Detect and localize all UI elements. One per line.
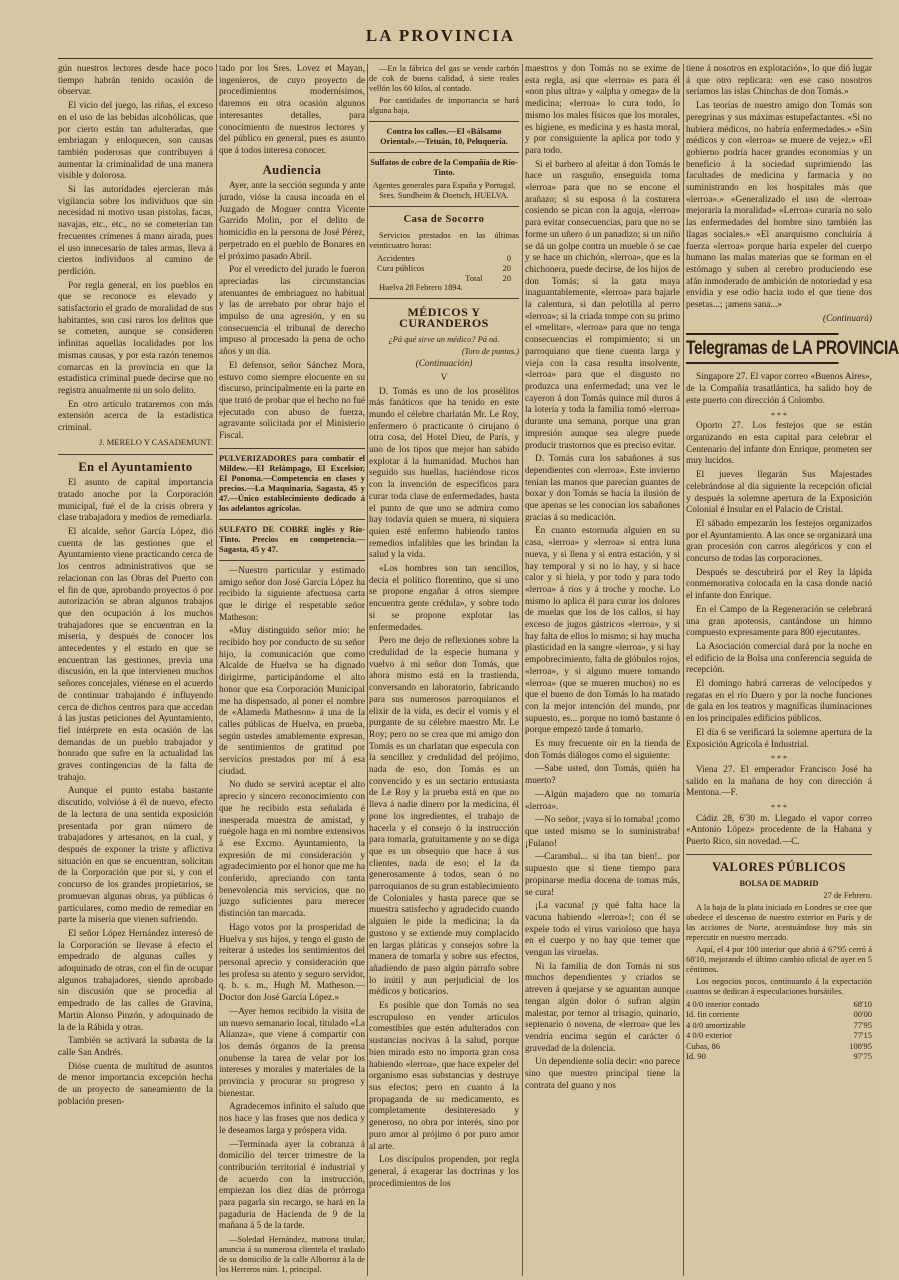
column-divider	[367, 64, 368, 1276]
paragraph: Pero me dejo de reflexiones sobre la credulidad de la especie humana y vuelvo á mi señor don Tomás, que ahora mismo está en la trastienda, conversando en laboratorio, fabricando para sus numerosos parroquianos el elixir de la vida, es decir el vomis y el purgante de su célebre maestro Mr. Le Roy; pero no se crea que mi amigo don Tomás es un charlatan que especula con la sencillez y credulidad del prójimo, nada de eso, don Tomás es un convencido y es un sectario entusiasta de Le Roy y la prueba está en que no lleva á nadie dinero por la medicina, él pone los ingredientes, el trabajo de hacerla y el consejo ó la instrucción para tomarla, gratuitamente y no se diga que es un obsequio que hace á sus clientes, nada de eso; el la da generosamente á todos, sean ó no parroquianos de su gran establecimiento de Coloniales y hasta parece que se muestra satisfecho y agradecido cuando alguien le pide la medicina; la da gustoso y se extiende muy complacido en largas pláticas y consejos sobre la manera de tomarla y sobre sus efectos, añadiendo de paso algún párrafo sobre lo inútil y aun perjudicial de los médicos y boticarios.	[369, 636, 519, 998]
telegram: El sábado empezarán los festejos organizados por el Ayuntamiento. A las once se organizará una gran procesión con carros alegóricos y con el concurso de todas las corporaciones.	[686, 518, 872, 565]
quote-row: Cubas, 86 108'95	[686, 1040, 872, 1051]
paragraph: El asunto de capital importancia tratado anoche por la Corporación municipal, fué el de la crisis obrera y clase trabajadora y medios de remediarla.	[58, 478, 213, 524]
paragraph: —Terminada ayer la cobranza á domicilio del tercer trimestre de la contribución territorial é industrial y de acuerdo con la instrucción, empiezan los diez días de prórroga para pagarla sin recargo, se hará en la pagaduría de Hacienda de 9 de la mañana á 5 de la tarde.	[219, 1139, 365, 1232]
paragraph: ¡La vacuna! ¡y qué falta hace la vacuna habiendo «lerroa»!; con él se expele todo el virus varioloso que haya en el cuerpo y no hay que temer que vengan las viruelas.	[525, 901, 680, 959]
article-heading: En el Ayuntamiento	[78, 459, 193, 474]
telegram: El domingo habrá carreras de velocípedos y regatas en el río Duero y por la noche funciones de gala en los teatros y magníficas iluminaciones en los principales edificios públicos.	[686, 679, 872, 725]
paragraph: «Muy distinguido señor mío: he recibido hoy por conducto de su señor hijo, la comunicación que como Alcalde de Huelva se ha dignado dirigirme, participándome el alto honor que esa Corporación Municipal me ha dispensado, al poner el nombre de «Alameda Matheson» á una de la calles públicas de Huelva, en prueba, según ustedes amablemente expresan, de sentimientos de gratitud por servicios prestados por mí á esa ciudad.	[219, 626, 365, 777]
column-3	[369, 64, 519, 1276]
divider	[369, 206, 519, 207]
quote-row: 4 0/0 interior contado 68'10	[686, 998, 872, 1009]
separator: * * *	[771, 803, 787, 813]
advertisement: Agentes generales para España y Portugal, Sres. Sundheim & Doetsch, HUELVA.	[372, 181, 516, 200]
paragraph: maestros y don Tomás no se exime de esta regla, así que «lerroa» es para él «non plus ultra» y «alpha y omega» de la medicina; «lerroa» lo cura todo, lo mismo los males físicos que los morales, es higiene, es medicina y es hasta moral, y por consiguiente la aplica por todo y para todo.	[525, 64, 680, 156]
divider	[58, 454, 213, 455]
paragraph: Aquí, el 4 por 100 interior que abrió á 67'95 cerró á 68'10, mejorando el último cambio oficial de ayer en 5 céntimos.	[686, 944, 872, 974]
telegram: Después se descubrirá por el Rey la lápida conmemorativa colocada en la casa donde nació el infante don Enrique.	[686, 567, 872, 602]
telegram: Viena 27. El emperador Francisco José ha salido en la mañana de hoy con dirección á Mentona.—F.	[686, 764, 872, 799]
paragraph: D. Tomás es uno de los prosélitos más fanáticos que ha tenido en este mundo el célebre charlatán Mr. Le Roy, enfermero ó practicante ó cirujano ó otra cosa, del Hotel Dieu, de París, y uno de los tipos que mejor han sabido explotar á la humanidad. Muchos han seguido sus huellas, haciéndose ricos con la invención de específicos para curar toda clase de enfermedades, hasta el punto de que uno se admira como hay todavía quien se muera, ni siquiera quien esté enfermo habiendo tantos remedios infalibles que les brindan la salud y la vida.	[369, 386, 519, 561]
telegram: El día 6 se verificará la solemne apertura de la Exposición Agrícola é Industrial.	[686, 727, 872, 750]
masthead: LA PROVINCIA	[365, 26, 516, 45]
divider	[219, 448, 365, 449]
paragraph: Servicios prestados en las últimas veinticuatro horas:	[369, 230, 519, 250]
notice: Por cantidades de importancia se hará alguna baja.	[369, 96, 519, 115]
chapter-number: V	[440, 372, 448, 383]
paragraph: Si el barbero al afeitar á don Tomás le hace un rasguño, enseguida toma «lerroa» para que no se encone el arañazo; si su esposa ó la costurera cosiendo se pican con la aguja, «lerroa» para evitar consecuencias, para que no se forme un uñero ó un panadizo; si un niño se dá un golpe contra un mueble ó se cae y se hace un chichón, «lerroa», que es la chichonera, puede decirse, de los hijos de don Tomás; si la gata maya inaguantablemente, «lerroa» para bajarle la calentura, si dan pelotilla al perro «lerroa»; si la criada tompe con su primo el «melitar», «lerroa» para que no tenga consecuencias el rompimiento; si un parroquiano que tiene cuenta larga y vieja con la casa resulta insolvente, «lerroa» para que el disgusto no produzca una enfermedad; una vez le cayeron á don Tomás quince mil duros á la lotería y toda la familia tomó «lerroa» durante una semana, porque una gran impresión aunque sea alegre puede producir trastornos que es preciso evitar.	[525, 159, 680, 451]
paragraph: El defensor, señor Sánchez Mora, estuvo como siempre elocuente en su discurso, principalmente en la parte en que trató de probar que el hecho no fué ejecutado con abuso de fuerza, agravante solicitada por el Ministerio Fiscal.	[219, 360, 365, 442]
column-4	[525, 64, 680, 1276]
advertisement: Contra los callos.—El «Bálsamo Oriental».—Tetuán, 10, Peluquería.	[380, 127, 508, 146]
paragraph: tiene á nosotros en explotación», lo que dió lugar á que otro replicara: «en ese caso nosotros seríamos las islas Chinchas de don Tomás.»	[686, 64, 872, 98]
telegram: Oporto 27. Los festejos que se están organizando en esta capital para celebrar el Centenario del infante don Enrique, prometen ser muy lucidos.	[686, 421, 872, 467]
quote-row: 4 0/0 exterior 77'15	[686, 1030, 872, 1041]
telegram: La Asociación comercial dará por la noche en el edificio de la Bolsa una conferencia seguida de recepción.	[686, 641, 872, 676]
epigraph-source: (Toro de puntas.)	[461, 347, 519, 357]
paragraph: También se activará la subasta de la calle San Andrés.	[58, 1036, 213, 1058]
paragraph: En otro artículo trataremos con más extensión acerca de la estadística criminal.	[58, 399, 213, 434]
paragraph: Ayer, ante la sección segunda y ante jurado, vióse la causa incoada en el Juzgado de Moguer contra Vicente Garrido Molin, por el delito de homicidio en la persona de José Pérez, perpetrado en el pueblo de Bonares en el próximo pasado Abril.	[219, 181, 365, 262]
separator: * * *	[771, 754, 787, 764]
paragraph: En cuanto estornuda alguien en su casa, «lerroa» y «lerroa» si entra luna nueva, y si llena y si entra estación, y si hay temporal y si no lo hay, y si hace calor y si hiela, y por todo y para todo «lerroa» á ríos y á troche y moche. Lo mismo lo aplica él para curar los dolores de muelas que los de los callos, si hay exceso de jugos gástricos «lerroa», y si hay falta de ellos lo mismo; si hay mucha plasticidad en la sangre «lerroa», y si hay empobrecimiento, falta de glóbulos rojos, «lerroa», y si alguno muere tomando «lerroa» (que se mueren muchos) no es que el bueno de don Tomás lo ha matado con la mejor intención del mundo, por supuesto, es... porque no tomó bastante ó porque empezó tarde á tomarlo.	[525, 526, 680, 736]
subheading: BOLSA DE MADRID	[739, 878, 819, 888]
notice: —En la fábrica del gas se vende carbón de cok de buena calidad, á siete reales vellón los 60 kilos, al contado.	[369, 64, 519, 93]
section-heading: VALORES PÚBLICOS	[712, 859, 846, 874]
paragraph: Los discípulos propenden, por regla general, á exagerar las doctrinas y los procedimientos de los	[369, 1155, 519, 1189]
paragraph: D. Tomás cura los sabañones á sus dependientes con «lerroa». Este invierno tenían las manos que parecían guantes de boxar y don Tomás se hacía la ilusión de que apenas se les conocían los sabañones gracias á su medicación.	[525, 454, 680, 523]
paragraph: Los negocios pocos, continuando á la expectación cuantos se dedican á especulaciones bursátiles.	[686, 976, 872, 996]
paragraph: El alcalde, señor García López, dió cuenta de las gestiones que el Ayuntamiento viene practicando cerca de los centros administrativos que se relacionan con las Obras del Puerto con el fin de que, aprobando proyectos ó por autorización se abran algunos trabajos que den ocupación á los muchos trabajadores que se encuentran en la miseria, y después de conocer los antecedentes y el estado en que se encuentran las gestiones, previa una discusión, en la que intervienen muchos señores concejales, viénese en el acuerdo de continuar trabajando é influyendo cerca de dichos centros para que accedan á las justas peticiones del Ayuntamiento, fiel intérprete en esta ocasión de las demandas de un pueblo trabajador y honrado que sufre en la actualidad las graves contingencias de la falta de trabajo.	[58, 527, 213, 783]
divider	[369, 298, 519, 299]
telegram: Singapore 27. El vapor correo «Buenos Aires», de la Compañía trasatlántica, ha salido hoy de este puerto con dirección á Colombo.	[686, 372, 872, 406]
paragraph: Es muy frecuente oir en la tienda de don Tomás diálogos como el siguiente:	[525, 739, 680, 761]
column-divider	[522, 64, 523, 1276]
paragraph: Hago votos por la prosperidad de Huelva y sus hijos, y tengo el gusto de reiterar á ustedes los sentimientos del personal aprecio y consideración que les profesa su atento y seguro servidor, q. b. s. m., Hugh M. Matheson.—Doctor don José García López.»	[219, 922, 365, 1004]
paragraph: Un dependiente solía decir: «no parece sino que nuestro principal tiene la contrata del guano y nos	[525, 1057, 680, 1091]
paragraph: Agradecemos infinito el saludo que nos hace y las frases que nos dedica y le deseamos larga y próspera vida.	[219, 1102, 365, 1136]
column-divider	[683, 64, 684, 1276]
divider	[369, 152, 519, 153]
advertisement: PULVERIZADORES para combatir el Mildew.—El Relámpago, El Excelsior, El Ponoma.—Competencia en clases y precios.—La Maquinaria, Sagasta, 45 y 47.—Único establecimiento dedicado á los adelantos agrícolas.	[219, 453, 365, 513]
paragraph: Dióse cuenta de multitud de asuntos de menor importancia excepción hecha de un proyecto de saneamiento de la población presen-	[58, 1061, 213, 1107]
telegrams-heading: Telegramas de LA PROVINCIA	[686, 333, 839, 364]
paragraph: A la baja de la plata iniciada en Londres se cree que obedece el descenso de nuestro exterior en París y de las acciones de Norte, acentuándose hoy más sin repercutir en nuestro mercado.	[686, 902, 872, 942]
paragraph: —Algún majadero que no tomaría «lerroa».	[525, 789, 680, 812]
section-heading: Casa de Socorro	[403, 214, 485, 225]
paragraph: Las teorías de nuestro amigo don Tomás son peregrinas y sus máximas estupefactantes. «Si no hubiera médicos, no habría enfermedades.» «Sin médicos y con «lerroa» se muere de vejez.» «El gobierno podría hacer grandes economías y un beneficio á la sociedad suprimiendo las facultades de medicina y farmacia y no suministrando en los hospitales más que «lerroa».» «Generalizado el uso de «lerroa» mejoraría la moralidad» «Lerroa» curaría no solo las enfermedades del hombre sino también las llagas sociales.» «El anarquismo concluiría á fuerza «lerroa» porque haría expeler del cuerpo humano las malas materias que se forman en el estómago y suben al cerebro produciendo ese afán inmoderado de ambición de notoriedad y esa envidia y ese odio hacia todo el que tiene dos pesetas...; ¡amens sana...»	[686, 101, 872, 311]
paragraph: Es posible que don Tomás no sea escrupuloso en vender artículos comestibles que estén adulterados con sustancias nocivas á la salud, porque bien mirado esto no importa gran cosa habiendo «lerroa», que hace expeler del organismo esas substancias y destruye sus efectos; pero en cuanto á la propaganda de su medicamento, es completamente desinteresado y generoso, no obra por interés, sino por puro amor al prójimo ó por puro amor al arte.	[369, 1001, 519, 1152]
paragraph: Aunque el punto estaba bastante discutido, volvióse á él de nuevo, efecto de la lectura de una sentida exposición presentada por gran número de trabajadores y artesanos, en la cual, y después de exponer la triste y aflictiva situación en que se encuentran, solicitan de la Corporación que por sí, y con el concurso de los grandes propietarios, se promuevan algunas obras, ya públicas ó particulares, como medio de remediar en parte la miseria que vienen sufriendo.	[58, 786, 213, 926]
article-heading: MÉDICOS Y CURANDEROS	[399, 304, 489, 331]
signature: J. MERELO Y CASADEMUNT.	[98, 436, 213, 447]
stat-row: Accidentes 0	[377, 252, 511, 263]
column-5	[686, 64, 899, 1276]
article-heading: Audiencia	[262, 162, 322, 177]
quote-row: Id. fin corriente 00'00	[686, 1009, 872, 1020]
separator: * * *	[771, 410, 787, 420]
paragraph: Ni la familia de don Tomás ni sus muchos dependientes y criados se atreven á quejarse y se aguantan aunque tengan algún dolor ó sufran algún malestar, por temor al trisagio, quinario, septenario ó novena, de «lerroa» que les vendría encima según el carácter ó gravedad de la dolencia.	[525, 961, 680, 1054]
telegram: En el Campo de la Regeneración se celebrará una gran apoteosis, cantándose un himno compuesto expresamente para 800 ejecutantes.	[686, 604, 872, 639]
divider	[219, 560, 365, 561]
notice: —Soledad Hernández, matrona titular, anuncia á su numerosa clientela el traslado de su domicilio de la calle Alborroz á la de los Herreros núm. 1, principal.	[219, 1235, 365, 1275]
dateline: Huelva 28 Febrero 1894.	[379, 282, 463, 292]
column-1	[58, 64, 213, 1276]
continuation: (Continuará)	[822, 313, 872, 324]
paragraph: Por el veredicto del jurado le fueron apreciadas las circunstancias atenuantes de embriaguez no habitual y las de arrebato por obrar bajo el impulso de una agresión, y en su consecuencia el tribunal de derecho impuso al procesado la pena de ocho años y un día.	[219, 265, 365, 358]
paragraph: —Ayer hemos recibido la visita de un nuevo semanario local, titulado «La Alianza», que viene á compartir con los demás órganos de la prensa onubense la tarea de velar por los intereses y morales y materiales de la provincia y procurar su progreso y bienestar.	[219, 1006, 365, 1099]
paragraph: —Nuestro particular y estimado amigo señor don José García López ha recibido la siguiente afectuosa carta que le dirige el respetable señor Matheson:	[219, 565, 365, 623]
paragraph: tado por los Sres. Lovez et Mayan, ingenieros, de cuyo proyecto de procedimientos modernísimos, daremos en otra ocasión algunos interesantes detalles, para conocimiento de nuestros lectores y del público en general, pues es asunto que á todos interesa conocer.	[219, 64, 365, 156]
telegram: El jueves llegarán Sus Majestades celebrándose al día siguiente la recepción oficial y después la solemne apertura de la Exposición Colonial é Insular en el Palacio de Cristal.	[686, 470, 872, 516]
paragraph: No dudo se servirá aceptar el alto aprecio y sincero reconocimiento con que he recibido esta señalada é inesperada muestra de amistad, y ruégole haga en mi nombre extensivos á ese Excmo. Ayuntamiento, la expresión de mi consideración y agradecimiento por el honor que me ha conferido, apreciando con tanta benevolencia mis servicios, que no juzgo suficientes para merecer distinción tan marcada.	[219, 780, 365, 920]
dateline: 27 de Febrero.	[823, 890, 872, 900]
paragraph: —Sabe usted, don Tomás, quién ha muerto?	[525, 764, 680, 787]
continuation: (Continuación)	[415, 359, 473, 370]
column-2	[219, 64, 365, 1276]
quote-row: Id. 90 97'75	[686, 1051, 872, 1062]
paragraph: —Carambal... si iba tan bien!.. por supuesto que si tiene tiempo para propinarse media docena de tomas más, se cura!	[525, 852, 680, 898]
advertisement: Sulfatos de cobre de la Compañía de Río-Tinto.	[370, 158, 518, 177]
epigraph: ¿Pá qué sirve un médico? Pá ná.	[388, 335, 500, 345]
paragraph: El vicio del juego, las riñas, el exceso en el uso de las bebidas alcohólicas, que por cierto están tan adulteradas, que embriagan y enloquecen, son causas también poderosas que contribuyen á aumentar la criminalidad de una manera visible y dolorosa.	[58, 101, 213, 182]
top-rule	[58, 58, 873, 59]
column-divider	[216, 64, 217, 1276]
divider	[686, 854, 872, 855]
paragraph: —No señor, ¡vaya si lo tomaba! ¡como que usted mismo se lo suministraba! ¡Fulano!	[525, 815, 680, 849]
paragraph: El señor López Hernández interesó de la Corporación se llevase á efecto el empedrado de algunas calles y adoquinado de otras, con el fin de ocupar algunos trabajadores, siendo aprobado sin discusión que se procedia al empedrado de las calles de Gravina, Martín Alonso Pinzón, y adoquinado de la de la Rábida y otras.	[58, 928, 213, 1033]
divider	[369, 121, 519, 122]
stat-row: Cura públicos 20	[377, 262, 511, 273]
quote-row: 4 0/0 amortizable 77'95	[686, 1019, 872, 1030]
stat-row: Total 20	[465, 272, 511, 283]
telegram: Cádiz 28, 6'30 m. Llegado el vapor correo «Antonio López» procedente de la Habana y Puerto Rico, sin novedad.—C.	[686, 813, 872, 848]
advertisement: SULFATO DE COBRE inglés y Río-Tinto. Precios en competencia.—Sagasta, 45 y 47.	[219, 524, 365, 554]
paragraph: Si las autoridades ejercieran más vigilancia sobre los individuos que sin necesidad ni motivo usan pistolas, facas, navajas, etc., etc., no se cometerían tan frecuentes crímenes á mano airada, pues el uso innecesario de tales armas, lleva á ciertos individuos al camino de perdición.	[58, 185, 213, 277]
paragraph: gún nuestros lectores desde hace poco tiempo habrán tenido ocasión de observar.	[58, 64, 213, 98]
divider	[219, 519, 365, 520]
paragraph: Por regla general, en los pueblos en que se reconoce es elevado y satisfactorio el grado de moralidad de sus habitantes, son casi raros los delitos que se cometen, aunque se consideren infinitas aquellas localidades por los mismas causas, y por esta razón tenemos comarcas en la provincia en que la estadística criminal puede decirse que no registra anualmente ni un solo delito.	[58, 280, 213, 396]
paragraph: «Los hombres son tan sencillos, decía el político florentino, que si uno se propone engañar á otros siempre encuentra gente crédula», y sobre todo si se propone explotar las enfermedades.	[369, 564, 519, 633]
